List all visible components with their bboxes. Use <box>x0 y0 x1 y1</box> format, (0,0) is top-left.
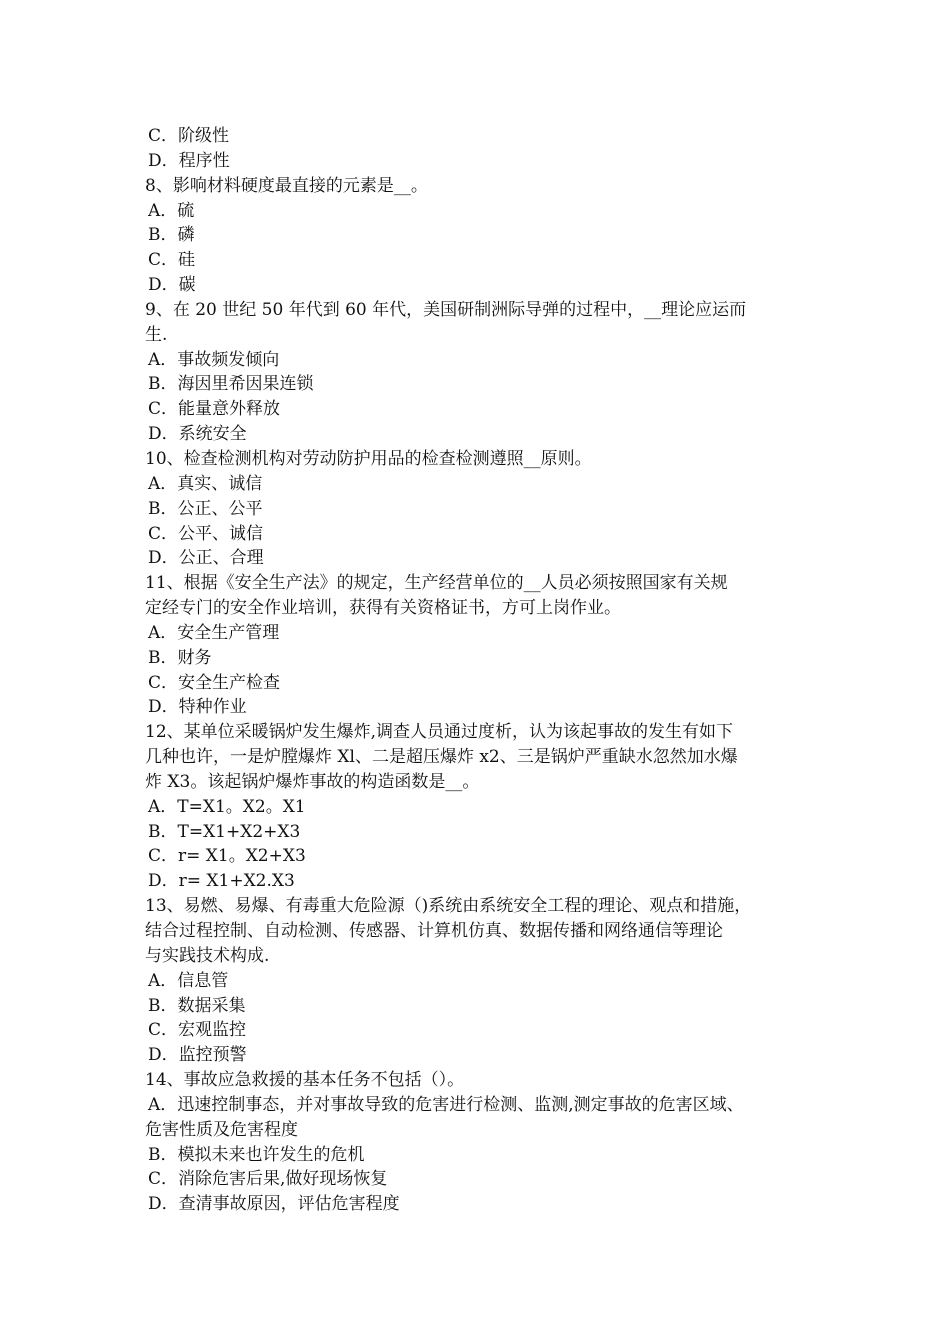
answer-option: B．模拟未来也许发生的危机 <box>148 1144 365 1165</box>
answer-option: D．公正、合理 <box>148 548 264 569</box>
answer-option: C．安全生产检查 <box>148 672 281 693</box>
answer-option: D．特种作业 <box>148 697 247 718</box>
answer-option: C．阶级性 <box>148 126 230 146</box>
question-text: 生. <box>145 324 168 345</box>
answer-option: C．能量意外释放 <box>148 399 281 420</box>
answer-option: C．消除危害后果,做好现场恢复 <box>148 1169 388 1190</box>
question-text: 10、检查检测机构对劳动防护用品的检查检测遵照__原则。 <box>145 448 592 469</box>
answer-option: D．r= X1+X2.X3 <box>148 871 295 892</box>
question-text: 12、某单位采暖锅炉发生爆炸,调查人员通过度析，认为该起事故的发生有如下 <box>145 722 734 743</box>
answer-option: A．T=X1。X2。X1 <box>148 796 306 817</box>
question-text: 11、根据《安全生产法》的规定，生产经营单位的__人员必须按照国家有关规 <box>145 573 728 594</box>
answer-option: C．r= X1。X2+X3 <box>148 846 306 867</box>
answer-option: C．宏观监控 <box>148 1020 247 1041</box>
answer-option: D．查清事故原因，评估危害程度 <box>148 1194 400 1215</box>
question-text: 与实践技术构成. <box>145 945 270 966</box>
answer-option: B．海因里希因果连锁 <box>148 374 314 395</box>
answer-option: C．公平、诚信 <box>148 523 264 544</box>
answer-option: A．迅速控制事态，并对事故导致的危害进行检测、监测,测定事故的危害区域、 <box>148 1094 744 1115</box>
answer-option: B．公正、公平 <box>148 498 263 519</box>
question-text: 定经专门的安全作业培训，获得有关资格证书，方可上岗作业。 <box>145 598 621 619</box>
answer-option: D．碳 <box>148 275 196 296</box>
answer-option: A．硫 <box>148 200 195 221</box>
answer-option: B．财务 <box>148 647 212 668</box>
question-text: 13、易燃、易爆、有毒重大危险源（)系统由系统安全工程的理论、观点和措施， <box>145 896 752 917</box>
question-text: 8、影响材料硬度最直接的元素是__。 <box>145 175 428 196</box>
answer-option: A．真实、诚信 <box>148 473 263 494</box>
answer-option: C．硅 <box>148 250 196 271</box>
answer-option: A．事故频发倾向 <box>148 349 280 370</box>
answer-option: D．程序性 <box>148 150 230 171</box>
answer-option: D．系统安全 <box>148 424 247 445</box>
question-text: 结合过程控制、自动检测、传感器、计算机仿真、数据传播和网络通信等理论 <box>145 921 723 941</box>
answer-option: B．数据采集 <box>148 995 246 1016</box>
question-text: 危害性质及危害程度 <box>145 1119 298 1140</box>
question-text: 几种也许，一是炉膛爆炸 Xl、二是超压爆炸 x2、三是锅炉严重缺水忽然加水爆 <box>145 747 738 768</box>
exam-text-body <box>145 124 825 1217</box>
answer-option: A．信息管 <box>148 970 229 991</box>
question-text: 炸 X3。该起锅炉爆炸事故的构造函数是__。 <box>145 771 480 792</box>
answer-option: D．监控预警 <box>148 1045 247 1066</box>
question-text: 14、事故应急救援的基本任务不包括（）。 <box>145 1070 465 1091</box>
question-text: 9、在 20 世纪 50 年代到 60 年代，美国研制洲际导弹的过程中，__理论应运而 <box>145 299 747 320</box>
answer-option: A．安全生产管理 <box>148 622 280 643</box>
answer-option: B．磷 <box>148 225 195 246</box>
answer-option: B．T=X1+X2+X3 <box>148 821 301 842</box>
